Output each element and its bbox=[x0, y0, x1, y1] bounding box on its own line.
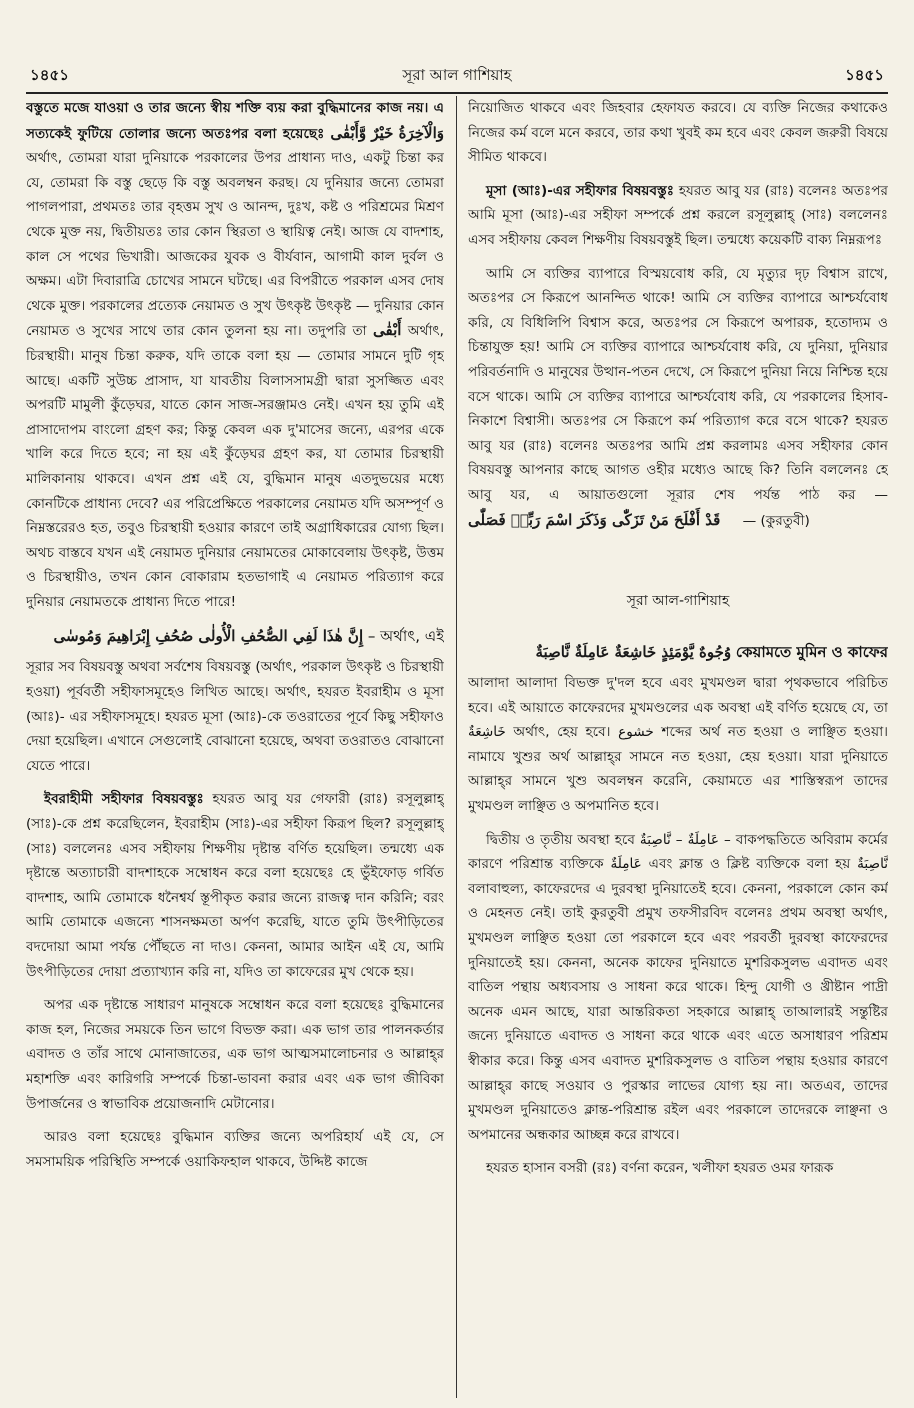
right-verse-line bbox=[468, 639, 888, 665]
left-p1c-arabic: أَبْقٰى bbox=[373, 321, 402, 340]
right-p3-text: আমি সে ব্যক্তির ব্যাপারে বিস্ময়বোধ করি, যে মৃত্যুর দৃঢ় বিশ্বাস রাখে, অতঃপর সে কিরূপে আনন্দিত থাকে! আমি সে ব্যক্তির ব্যাপারে আশ্চর্যবোধ করি, যে বিধিলিপি বিশ্বাস করে, অতঃপর সে কিরূপে অপারক, হতোদ্যম ও চিন্তাযুক্ত হয়! আমি সে ব্যক্তির ব্যাপারে আশ্চর্যবোধ করি, যে দুনিয়া, দুনিয়ার পরিবর্তনাদি ও মানুষের উত্থান-পতন দেখে, সে কিরূপে দুনিয়া নিয়ে নিশ্চিন্ত হয়ে বসে থাকে। আমি সে ব্যক্তির ব্যাপারে আশ্চর্যবোধ করি, যে পরকালের হিসাব-নিকাশে বিশ্বাসী। অতঃপর সে কিরূপে কর্ম পরিত্যাগ করে বসে থাকে? হযরত আবু যর (রাঃ) বলেনঃ অতঃপর আমি প্রশ্ন করলামঃ এসব সহীফার কোন বিষয়বস্তু আপনার কাছে আগত ওহীর মধ্যেও আছে কি? তিনি বললেনঃ হে আবু যর, এ আয়াতগুলো সূরার শেষ পর্যন্ত পাঠ কর — bbox=[468, 265, 888, 503]
right-p3-tail: — (কুরতুবী) bbox=[742, 512, 810, 529]
right-p4-arabic: وُجُوهٌ يَّوْمَئِذٍ خَاشِعَةٌ عَامِلَةٌ نَّاصِبَةٌ bbox=[535, 643, 732, 662]
left-p1-text: বস্তুতে মজে যাওয়া ও তার জন্যে স্বীয় শক্তি ব্যয় করা বুদ্ধিমানের কাজ নয়। এ সত্যকেই ফুটিয়ে তোলার জন্যে অতঃপর বলা হয়েছেঃ bbox=[26, 100, 444, 142]
right-paragraph-2 bbox=[468, 179, 888, 253]
left-p1d-text: অর্থাৎ, চিরস্থায়ী। মানুষ চিন্তা করুক, যদি তাকে বলা হয় — তোমার সামনে দুটি গৃহ আছে। একটি সুউচ্চ প্রাসাদ, যা যাবতীয় বিলাসসামগ্রী দ্বারা সুসজ্জিত এবং অপরটি মামুলী কুঁড়েঘর, যাতে কোন সাজ-সরঞ্জামও নেই। এখন হয় তুমি এই প্রাসাদোপম বাংলো গ্রহণ কর; কিন্তু কেবল এক দু'মাসের জন্যে, এরপর একে খালি করে দিতে হবে; না হয় এই কুঁড়েঘর গ্রহণ কর, যা তোমার চিরস্থায়ী মালিকানায় থাকবে। এখন প্রশ্ন এই যে, বুদ্ধিমান মানুষ এতদুভয়ের মধ্যে কোনটিকে প্রাধান্য দেবে? এর পরিপ্রেক্ষিতে পরকালের নেয়ামত যদি অসম্পূর্ণ ও নিম্নস্তরেরও হত, তবুও চিরস্থায়ী হওয়ার কারণে তাই অগ্রাধিকারের যোগ্য ছিল। অথচ বাস্তবে যখন এই নেয়ামত দুনিয়ার নেয়ামতের মোকাবেলায় উৎকৃষ্ট, উত্তম ও চিরস্থায়ীও, তখন কোন বোকারাম হতভাগাই এ নেয়ামত পরিত্যাগ করে দুনিয়ার নেয়ামতকে প্রাধান্য দিতে পারে! bbox=[26, 323, 444, 610]
left-p1-arabic: وَالْآخِرَةُ خَيْرٌ وَّأَبْقٰى bbox=[330, 123, 444, 142]
right-paragraph-1: নিয়োজিত থাকবে এবং জিহবার হেফাযত করবে। যে ব্যক্তি নিজের কথাকেও নিজের কর্ম বলে মনে করবে, তার কথা খুবই কম হবে এবং কেবল জরুরী বিষয়ে সীমিত থাকবে। bbox=[468, 100, 888, 166]
left-p1b-text: অর্থাৎ, তোমরা যারা দুনিয়াকে পরকালের উপর প্রাধান্য দাও, একটু চিন্তা কর যে, তোমরা কি বস্তু ছেড়ে কি বস্তু অবলম্বন করছ। যে দুনিয়ার জন্যে তোমরা পাগলপারা, প্রথমতঃ তার বৃহত্তম সুখ ও আনন্দ, দুঃখ, কষ্ট ও পরিশ্রমের মিশ্রণ থেকে মুক্ত নয়, দ্বিতীয়তঃ তার কোন স্থিরতা ও স্থায়িত্ব নেই। আজ যে বাদশাহ, কাল সে পথের ভিখারী। আজকের যুবক ও বীর্যবান, আগামী কাল দুর্বল ও অক্ষম। এটা দিবারাত্রি চোখের সামনে ঘটছে। এর বিপরীতে পরকাল এসব দোষ থেকে মুক্ত। পরকালের প্রত্যেক নেয়ামত ও সুখ উৎকৃষ্ট উৎকৃষ্ট — দুনিয়ার কোন নেয়ামত ও সুখের সাথে তার কোন তুলনা হয় না। তদুপরি তা bbox=[26, 150, 444, 340]
right-p4-head: কেয়ামতে মুমিন ও কাফের bbox=[735, 643, 888, 662]
text-columns bbox=[26, 96, 888, 1398]
right-column bbox=[468, 96, 888, 1398]
page-header bbox=[26, 58, 888, 94]
right-paragraph-5: দ্বিতীয় ও তৃতীয় অবস্থা হবে عَامِلَةٌ – نَّاصِبَةٌ – বাকপদ্ধতিতে অবিরাম কর্মের কারণে পরিশ্রান্ত ব্যক্তিকে عَامِلَةٌ এবং ক্লান্ত ও ক্লিষ্ট ব্যক্তিকে বলা হয় نَّاصِبَةٌ বলাবাহুল্য, কাফেরদের এ দুরবস্থা দুনিয়াতেই হবে। কেননা, পরকালে কোন কর্ম ও মেহনত নেই। তাই কুরতুবী প্রমুখ তফসীরবিদ বলেনঃ প্রথম অবস্থা অর্থাৎ, মুখমণ্ডল লাঞ্ছিত হওয়া তো পরকালে হবে এবং পরবর্তী দুরবস্থা কাফেরদের দুনিয়াতেই হয়। কেননা, অনেক কাফের দুনিয়াতে মুশরিকসুলভ এবাদত এবং বাতিল পন্থায় অধ্যবসায় ও সাধনা করে থাকে। হিন্দু যোগী ও খ্রীষ্টান পাদ্রী অনেক এমন আছে, যারা আন্তরিকতা সহকারে আল্লাহ্ তাআলারই সন্তুষ্টির জন্যে দুনিয়াতে এবাদত ও সাধনা করে থাকে এবং এতে অসাধারণ পরিশ্রম স্বীকার করে। কিন্তু এসব এবাদত মুশরিকসুলভ ও বাতিল পন্থায় হওয়ার কারণে আল্লাহ্‌র কাছে সওয়াব ও পুরস্কার লাভের যোগ্য হয় না। অতএব, তাদের মুখমণ্ডল দুনিয়াতেও ক্লান্ত-পরিশ্রান্ত রইল এবং পরকালে তাদেরকে লাঞ্ছনা ও অপমানের অন্ধকার আচ্ছন্ন করে রাখবে। bbox=[468, 831, 888, 1143]
column-divider bbox=[456, 96, 457, 1398]
left-paragraph-5: আরও বলা হয়েছেঃ বুদ্ধিমান ব্যক্তির জন্যে অপরিহার্য এই যে, সে সমসাময়িক পরিস্থিতি সম্পর্কে ওয়াকিফহাল থাকবে, উদ্দিষ্ট কাজে bbox=[26, 1129, 444, 1170]
left-paragraph-3 bbox=[26, 787, 444, 984]
right-paragraph-6: হযরত হাসান বসরী (রঃ) বর্ণনা করেন, খলীফা হযরত ওমর ফারূক bbox=[486, 1160, 834, 1177]
right-paragraph-3 bbox=[468, 262, 888, 534]
running-title: সূরা আল গাশিয়াহ bbox=[402, 66, 512, 84]
surah-section-title: সূরা আল-গাশিয়াহ bbox=[626, 593, 730, 610]
page-number-right: ১৪৫১ bbox=[845, 66, 884, 84]
left-p3-lead: ইবরাহীমী সহীফার বিষয়বস্তুঃ bbox=[44, 791, 204, 808]
right-paragraph-4: আলাদা আলাদা বিভক্ত দু'দল হবে এবং মুখমণ্ডল দ্বারা পৃথকভাবে পরিচিত হবে। এই আয়াতে কাফেরদের মুখমণ্ডলের এক অবস্থা এই বর্ণিত হয়েছে যে, তা خَاشِعَةٌ অর্থাৎ, হেয় হবে। خشوع শব্দের অর্থ নত হওয়া ও লাঞ্ছিত হওয়া। নামাযে খুশুর অর্থ আল্লাহ্‌র সামনে নত হওয়া, হেয় হওয়া। যারা দুনিয়াতে আল্লাহ্‌র সামনে খুশু অবলম্বন করেনি, কেয়ামতে এর শাস্তিস্বরূপ তাদের মুখমণ্ডল লাঞ্ছিত ও অপমানিত হবে। bbox=[468, 675, 888, 815]
left-verse-line bbox=[26, 623, 444, 649]
right-p2-lead: মূসা (আঃ)-এর সহীফার বিষয়বস্তুঃ bbox=[486, 182, 675, 199]
page-number-left: ১৪৫১ bbox=[30, 66, 69, 84]
right-p2-text: হযরত আবু যর (রাঃ) বলেনঃ অতঃপর আমি মূসা (আঃ)-এর সহীফা সম্পর্কে প্রশ্ন করলে রসূলুল্লাহ্ (সাঃ) বললেনঃ এসব সহীফায় কেবল শিক্ষণীয় বিষয়বস্তুই ছিল। তন্মধ্যে কয়েকটি বাক্য নিম্নরূপঃ bbox=[468, 182, 888, 248]
left-paragraph-4: অপর এক দৃষ্টান্তে সাধারণ মানুষকে সম্বোধন করে বলা হয়েছেঃ বুদ্ধিমানের কাজ হল, নিজের সময়কে তিন ভাগে বিভক্ত করা। এক ভাগ তার পালনকর্তার এবাদত ও তাঁর সাথে মোনাজাতের, এক ভাগ আত্মসমালোচনার ও আল্লাহ্‌র মহাশক্তি এবং কারিগরি সম্পর্কে চিন্তা-ভাবনা করার এবং এক ভাগ জীবিকা উপার্জনের ও স্বাভাবিক প্রয়োজনাদি মেটানোর। bbox=[26, 997, 444, 1112]
left-p2-tail: – অর্থাৎ, এই bbox=[367, 627, 444, 646]
left-paragraph-2: সূরার সব বিষয়বস্তু অথবা সর্বশেষ বিষয়বস্তু (অর্থাৎ, পরকাল উৎকৃষ্ট ও চিরস্থায়ী হওয়া) পূর্ববর্তী সহীফাসমূহেও লিখিত আছে। অর্থাৎ, হযরত ইবরাহীম ও মূসা (আঃ)- এর সহীফাসমূহে। হযরত মূসা (আঃ)-কে তওরাতের পূর্বে কিছু সহীফাও দেয়া হয়েছিল। এখানে সেগুলোই বোঝানো হয়েছে, অথবা তওরাতও বোঝানো যেতে পারে। bbox=[26, 659, 444, 774]
left-p2-arabic: إِنَّ هٰذَا لَفِي الصُّحُفِ الْأُولٰى صُحُفِ إِبْرَاهِيمَ وَمُوسٰى bbox=[53, 627, 364, 646]
left-p3-text: হযরত আবু যর গেফারী (রাঃ) রসূলুল্লাহ্ (সাঃ)-কে প্রশ্ন করেছিলেন, ইবরাহীম (সাঃ)-এর সহীফা কিরূপ ছিল? রসূলুল্লাহ্ (সাঃ) বললেনঃ এসব সহীফায় শিক্ষণীয় দৃষ্টান্ত বর্ণিত হয়েছিল। তন্মধ্যে এক দৃষ্টান্তে অত্যাচারী বাদশাহকে সম্বোধন করে বলা হয়েছেঃ হে ভুঁইফোড় গর্বিত বাদশাহ, আমি তোমাকে ধনৈশ্বর্য স্তূপীকৃত করার জন্যে রাজত্ব দান করিনি; বরং আমি তোমাকে এজন্যে শাসনক্ষমতা অর্পণ করেছি, যাতে তুমি উৎপীড়িতের বদদোয়া আমা পর্যন্ত পৌঁছতে না দাও। কেননা, আমার আইন এই যে, আমি উৎপীড়িতের দোয়া প্রত্যাখ্যান করি না, যদিও তা কাফেরের মুখ থেকে হয়। bbox=[26, 791, 444, 980]
right-p3-arabic: قَدْ أَفْلَحَ مَنْ تَزَكّٰى وَذَكَرَ اسْمَ رَبِّهٖ فَصَلّٰى bbox=[468, 510, 721, 529]
left-paragraph-1 bbox=[26, 96, 444, 614]
left-column bbox=[26, 96, 444, 1398]
